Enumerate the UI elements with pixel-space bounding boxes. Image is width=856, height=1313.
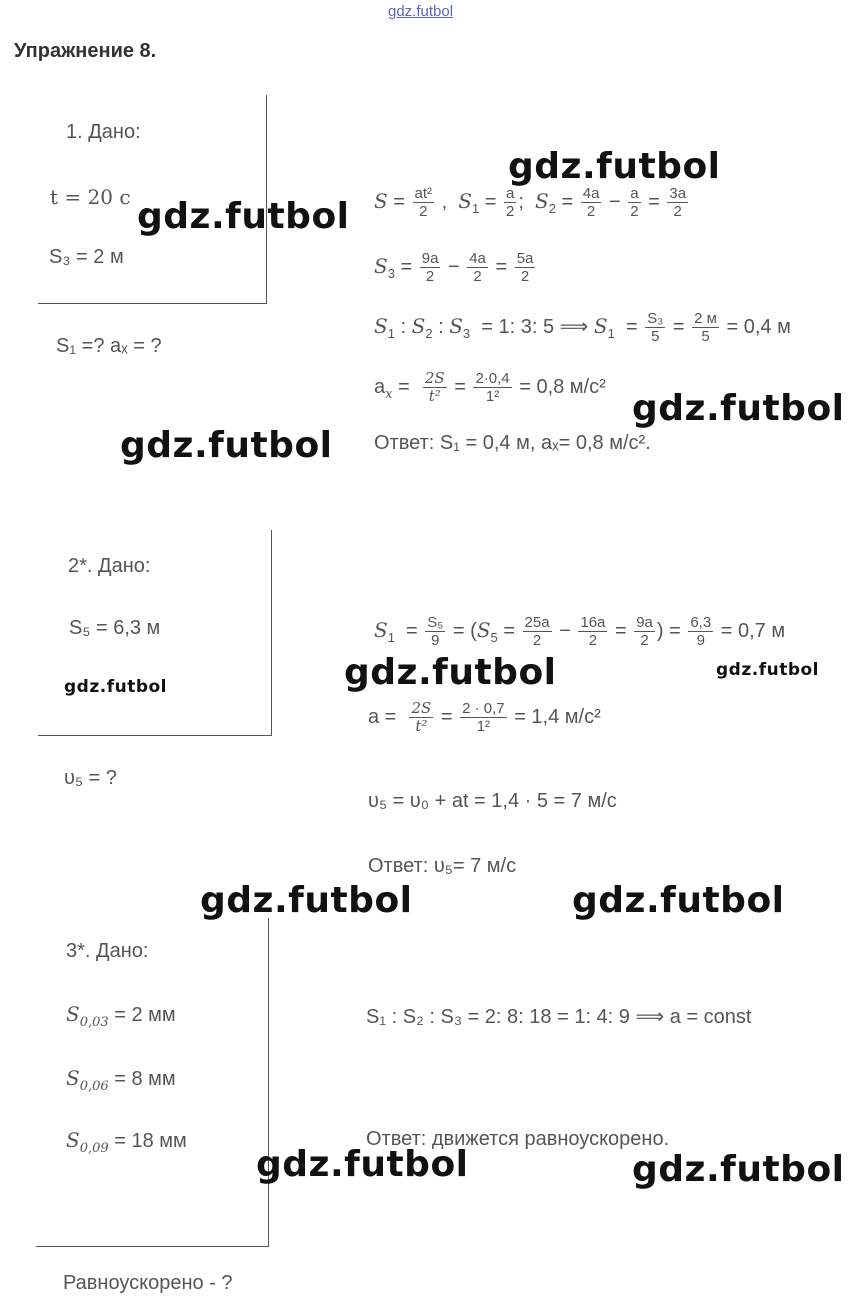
given-s006-value: = 8 мм	[114, 1068, 176, 1090]
formula-line-3: $S_1$ : $S_2$ : $S_3 = 1$: 3: 5 ⟹ $S_1$ = $\frac{\text{S₃}}{5}$ = $\frac{2 м}{5}$ = 0,4 м	[374, 310, 791, 345]
watermark: gdz.futbol	[508, 146, 721, 187]
formula-line-3: υ₅ = υ₀ + at = 1,4 · 5 = 7 м/с	[368, 790, 617, 812]
given-s006: $S_{0,06} = 8$ мм	[66, 1066, 176, 1094]
site-link[interactable]: gdz.futbol	[388, 3, 454, 20]
given-s009: $S_{0,09} = 18$ мм	[66, 1128, 187, 1156]
watermark: gdz.futbol	[64, 677, 167, 697]
watermark: gdz.futbol	[256, 1144, 469, 1185]
given-divider-horizontal	[36, 1246, 269, 1247]
formula-line-4: $a_x$ = $\frac{2S}{\text{t²}}$ = $\frac{2\cdot 0,4}{\text{1²}}$ = 0,8 м/с²	[374, 369, 606, 405]
formula-line-2: $S_3$ = $\frac{9a}{2}$ − $\frac{4a}{2}$ = $\frac{5a}{2}$	[374, 250, 534, 285]
answer-1: Ответ: S₁ = 0,4 м, aₓ= 0,8 м/с².	[374, 432, 651, 454]
given-s003-value: = 2 мм	[114, 1004, 176, 1026]
formula-line-1: $S_1$ = $\frac{\text{S₅}}{9}$ = ($S_5$ = $\frac{25a}{2}$ − $\frac{16a}{2}$ = $\frac{9a}{2}$ ) = $\frac{6,3}{9}$ = 0,7 м	[374, 614, 786, 649]
watermark: gdz.futbol	[120, 425, 333, 466]
watermark: gdz.futbol	[344, 652, 557, 693]
answer-3: Ответ: движется равноускорено.	[366, 1128, 670, 1150]
given-s009-value: = 18 мм	[114, 1130, 187, 1152]
given-divider-vertical	[271, 530, 272, 736]
given-label: 2*. Дано:	[68, 555, 151, 577]
given-distance: S₃ = 2 м	[49, 246, 124, 268]
given-divider-horizontal	[38, 735, 272, 736]
watermark: gdz.futbol	[572, 880, 785, 921]
given-label: 3*. Дано:	[66, 940, 149, 962]
formula-ratio: S₁ : S₂ : S₃ = 2: 8: 18 = 1: 4: 9 ⟹ a = const	[366, 1006, 752, 1028]
watermark: gdz.futbol	[137, 196, 350, 237]
unknowns: υ₅ = ?	[64, 767, 117, 789]
given-s003: $S_{0,03} = 2$ мм	[66, 1002, 176, 1030]
formula-line-1: S = $\frac{\text{at²}}{2}$ , $S_1$ = $\frac{a}{2}$ ; $S_2$ = $\frac{4a}{2}$ − $\frac{a}{2}$ = $\frac{3a}{2}$	[374, 185, 687, 220]
answer-2: Ответ: υ₅= 7 м/с	[368, 855, 517, 877]
given-distance: S₅ = 6,3 м	[69, 617, 161, 639]
formula-line-2: a = $\frac{2S}{\text{t²}}$ = $\frac{2 \cdot 0,7}{\text{1²}}$ = 1,4 м/с²	[368, 699, 601, 735]
watermark: gdz.futbol	[200, 880, 413, 921]
watermark: gdz.futbol	[632, 1149, 845, 1190]
watermark: gdz.futbol	[716, 660, 819, 680]
given-divider-vertical	[268, 918, 269, 1247]
given-divider-horizontal	[38, 303, 267, 304]
page-title: Упражнение 8.	[14, 40, 157, 62]
unknowns: S₁ =? aₓ = ?	[56, 335, 162, 357]
given-time: t = 20 с	[50, 185, 131, 209]
watermark: gdz.futbol	[632, 388, 845, 429]
given-label: 1. Дано:	[66, 121, 141, 143]
unknowns: Равноускорено - ?	[63, 1272, 233, 1294]
